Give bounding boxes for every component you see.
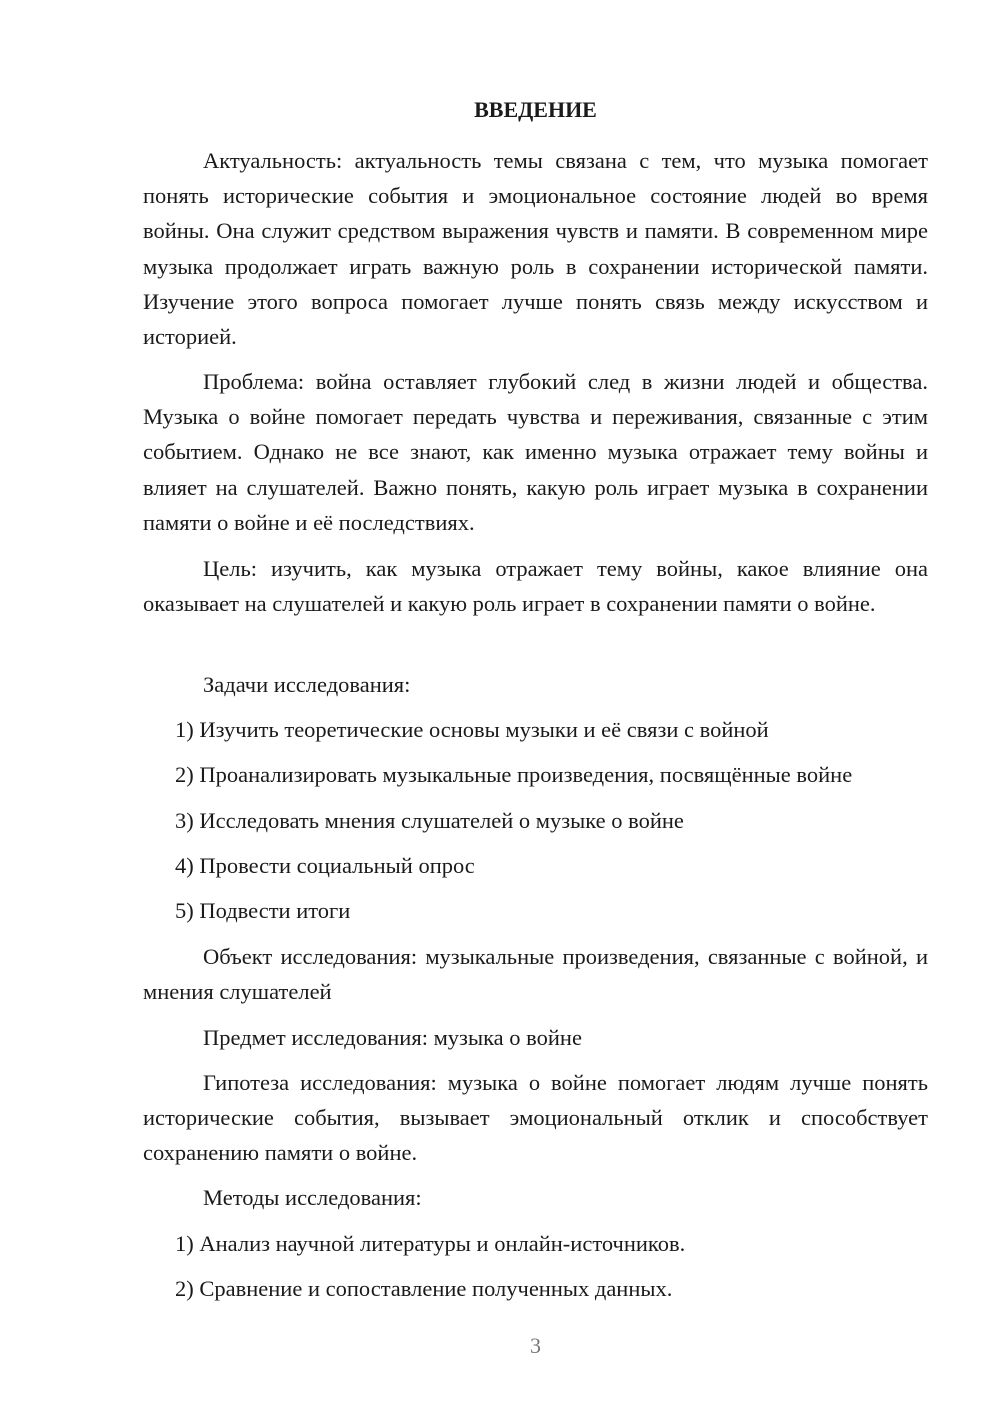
section-title: ВВЕДЕНИЕ <box>474 97 597 122</box>
hypothesis-paragraph: Гипотеза исследования: музыка о войне помогает людям лучше понять исторические события, вызывает эмоциональный отклик и способствует сохранению памяти о войне. <box>143 1070 928 1166</box>
document-page <box>143 0 928 1414</box>
page-number: 3 <box>530 1333 541 1358</box>
object-paragraph: Объект исследования: музыкальные произведения, связанные с войной, и мнения слушателей <box>143 944 928 1005</box>
task-item: 4) Провести социальный опрос <box>175 853 475 878</box>
task-item: 2) Проанализировать музыкальные произведения, посвящённые войне <box>175 762 853 787</box>
tasks-heading: Задачи исследования: <box>203 672 411 697</box>
relevance-paragraph: Актуальность: актуальность темы связана с тем, что музыка помогает понять исторические события и эмоциональное состояние людей во время войны. Она служит средством выражения чувств и памяти. В современном мире музыка продолжает играть важную роль в сохранении исторической памяти. Изучение этого вопроса помогает лучше понять связь между искусством и историей. <box>143 148 928 350</box>
methods-heading: Методы исследования: <box>203 1185 422 1210</box>
subject-paragraph: Предмет исследования: музыка о войне <box>203 1025 582 1050</box>
goal-paragraph: Цель: изучить, как музыка отражает тему войны, какое влияние она оказывает на слушателей и какую роль играет в сохранении памяти о войне. <box>143 556 928 617</box>
task-item: 1) Изучить теоретические основы музыки и её связи с войной <box>175 717 769 742</box>
method-item: 2) Сравнение и сопоставление полученных данных. <box>175 1276 673 1301</box>
problem-paragraph: Проблема: война оставляет глубокий след в жизни людей и общества. Музыка о войне помогает передать чувства и переживания, связанные с этим событием. Однако не все знают, как именно музыка отражает тему войны и влияет на слушателей. Важно понять, какую роль играет музыка в сохранении памяти о войне и её последствиях. <box>143 369 928 535</box>
task-item: 3) Исследовать мнения слушателей о музыке о войне <box>175 808 684 833</box>
task-item: 5) Подвести итоги <box>175 898 351 923</box>
method-item: 1) Анализ научной литературы и онлайн-источников. <box>175 1231 686 1256</box>
